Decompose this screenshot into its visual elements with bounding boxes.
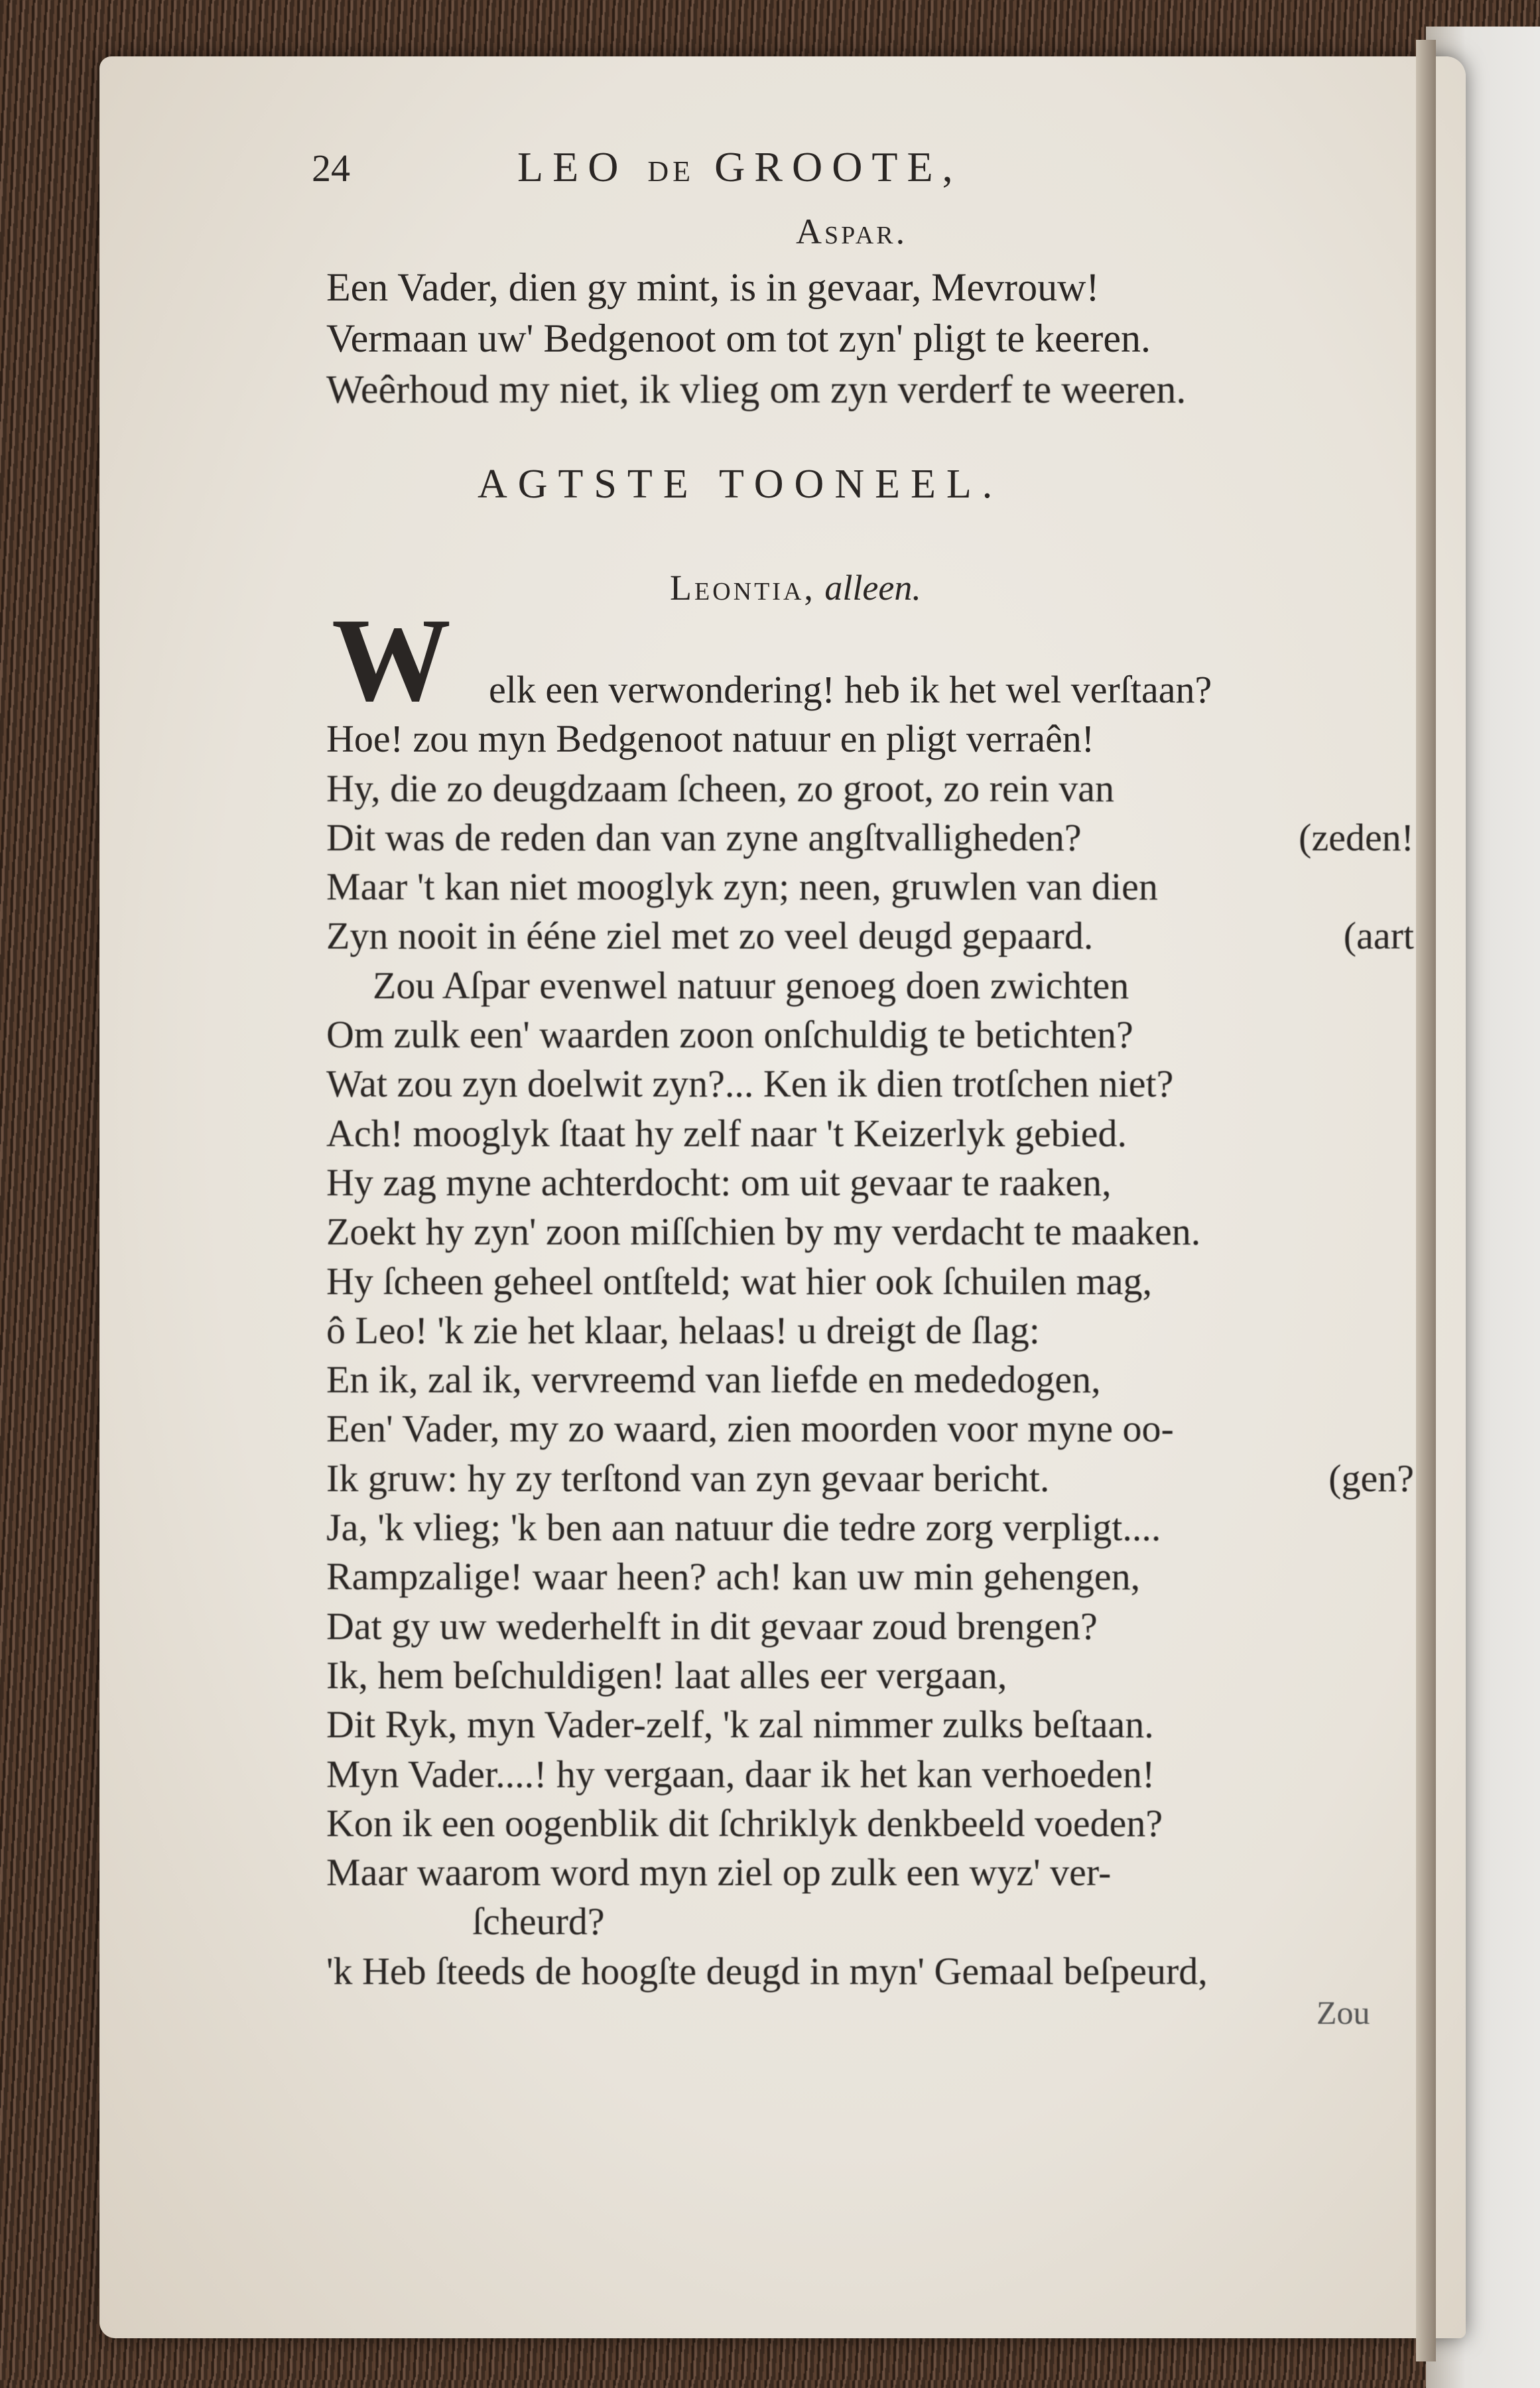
verse-line [326, 1010, 1427, 1059]
verse-text: Ach! mooglyk ſtaat hy zelf naar 't Keizerlyk gebied. [326, 1111, 1127, 1155]
verse-line [326, 1799, 1427, 1848]
turnover-text: (aart [1343, 914, 1414, 958]
verse-text: ſcheurd? [472, 1900, 605, 1944]
verse-text: Zou Aſpar evenwel natuur genoeg doen zwichten [373, 963, 1129, 1007]
verse-line [326, 1503, 1427, 1552]
verse-text: En ik, zal ik, vervreemd van liefde en mededogen, [326, 1358, 1101, 1402]
verse-text: Om zulk een' waarden zoon onſchuldig te betichten? [326, 1013, 1133, 1057]
catchword: Zou [1316, 1994, 1370, 2031]
verse-line [326, 1158, 1427, 1207]
verse-text: Kon ik een oogenblik dit ſchriklyk denkbeeld voeden? [326, 1801, 1163, 1845]
drop-cap: W [332, 594, 451, 726]
verse-line [326, 1257, 1427, 1306]
verse-line [326, 1750, 1427, 1799]
verse-line [326, 911, 1427, 961]
speaker-aspar: Aspar. [796, 212, 908, 251]
page-number: 24 [312, 147, 350, 190]
verse-line [326, 1355, 1427, 1404]
verse-text: Een' Vader, my zo waard, zien moorden voor myne oo- [326, 1407, 1174, 1451]
verse-line [326, 1059, 1427, 1108]
stage-direction: alleen. [824, 568, 921, 608]
verse-text: Ja, 'k vlieg; 'k ben aan natuur die tedre zorg verpligt.... [326, 1506, 1161, 1550]
verse-text: Hy ſcheen geheel ontſteld; wat hier ook ſchuilen mag, [326, 1259, 1152, 1303]
verse-line [326, 1947, 1427, 1996]
verse-line [326, 813, 1427, 862]
verse-line [326, 1454, 1427, 1503]
verse-text: ô Leo! 'k zie het klaar, helaas! u dreigt de ſlag: [326, 1308, 1040, 1352]
verse-text: Zyn nooit in ééne ziel met zo veel deugd gepaard. [326, 914, 1094, 958]
verse-text: Zoekt hy zyn' zoon miſſchien by my verdacht te maaken. [326, 1210, 1201, 1254]
verse-line [326, 1651, 1427, 1700]
verse-line [326, 1897, 1427, 1946]
verse-line [326, 665, 1427, 714]
verse-line [326, 1602, 1427, 1651]
verse-line [326, 961, 1427, 1010]
verse-text: Dit Ryk, myn Vader-zelf, 'k zal nimmer zulks beſtaan. [326, 1703, 1154, 1747]
verse-line: Weêrhoud my niet, ik vlieg om zyn verderf te weeren. [326, 367, 1187, 411]
leontia-monologue [326, 665, 1427, 1996]
verse-text: Hy zag myne achterdocht: om uit gevaar te raaken, [326, 1160, 1112, 1204]
verse-text: Ik, hem beſchuldigen! laat alles eer vergaan, [326, 1653, 1007, 1697]
verse-line [326, 1552, 1427, 1601]
verse-line [326, 1109, 1427, 1158]
scene-title: AGTSTE TOONEEL. [478, 462, 1003, 507]
verse-text: Myn Vader....! hy vergaan, daar ik het kan verhoeden! [326, 1752, 1155, 1796]
verse-line [326, 862, 1427, 911]
verse-line [326, 1207, 1427, 1256]
verse-text: elk een verwondering! heb ik het wel verſtaan? [489, 668, 1212, 711]
verse-text: Maar waarom word myn ziel op zulk een wyz' ver- [326, 1851, 1112, 1894]
verse-line [326, 764, 1427, 813]
verse-text: Hy, die zo deugdzaam ſcheen, zo groot, zo rein van [326, 766, 1114, 810]
verse-text: Dat gy uw wederhelft in dit gevaar zoud brengen? [326, 1604, 1098, 1648]
verse-text: 'k Heb ſteeds de hoogſte deugd in myn' Gemaal beſpeurd, [326, 1949, 1208, 1993]
verse-text: Wat zou zyn doelwit zyn?... Ken ik dien trotſchen niet? [326, 1062, 1174, 1106]
aspar-speech [326, 262, 1186, 415]
running-title-de: DE [647, 155, 695, 188]
verse-line [326, 1404, 1427, 1453]
verse-text: Maar 't kan niet mooglyk zyn; neen, gruwlen van dien [326, 865, 1158, 909]
verse-line [326, 714, 1427, 763]
verse-text: Ik gruw: hy zy terſtond van zyn gevaar bericht. [326, 1456, 1050, 1500]
verse-line: Vermaan uw' Bedgenoot om tot zyn' pligt te keeren. [326, 316, 1151, 360]
running-title-groote: GROOTE, [714, 143, 962, 190]
running-title-leo: LEO [517, 143, 628, 190]
verse-line [326, 1306, 1427, 1355]
speaker-leontia [670, 567, 921, 608]
turnover-text: (gen? [1328, 1456, 1414, 1500]
verse-line: Een Vader, dien gy mint, is in gevaar, Mevrouw! [326, 265, 1100, 309]
verse-line [326, 1700, 1427, 1749]
running-title [517, 143, 962, 192]
verse-text: Dit was de reden dan van zyne angſtvalligheden? [326, 815, 1082, 859]
verse-line [326, 1848, 1427, 1897]
speaker-name: Leontia, [670, 568, 816, 608]
verse-text: Hoe! zou myn Bedgenoot natuur en pligt verraên! [326, 717, 1095, 761]
turnover-text: (zeden! [1299, 815, 1414, 859]
verse-text: Rampzalige! waar heen? ach! kan uw min gehengen, [326, 1555, 1141, 1599]
